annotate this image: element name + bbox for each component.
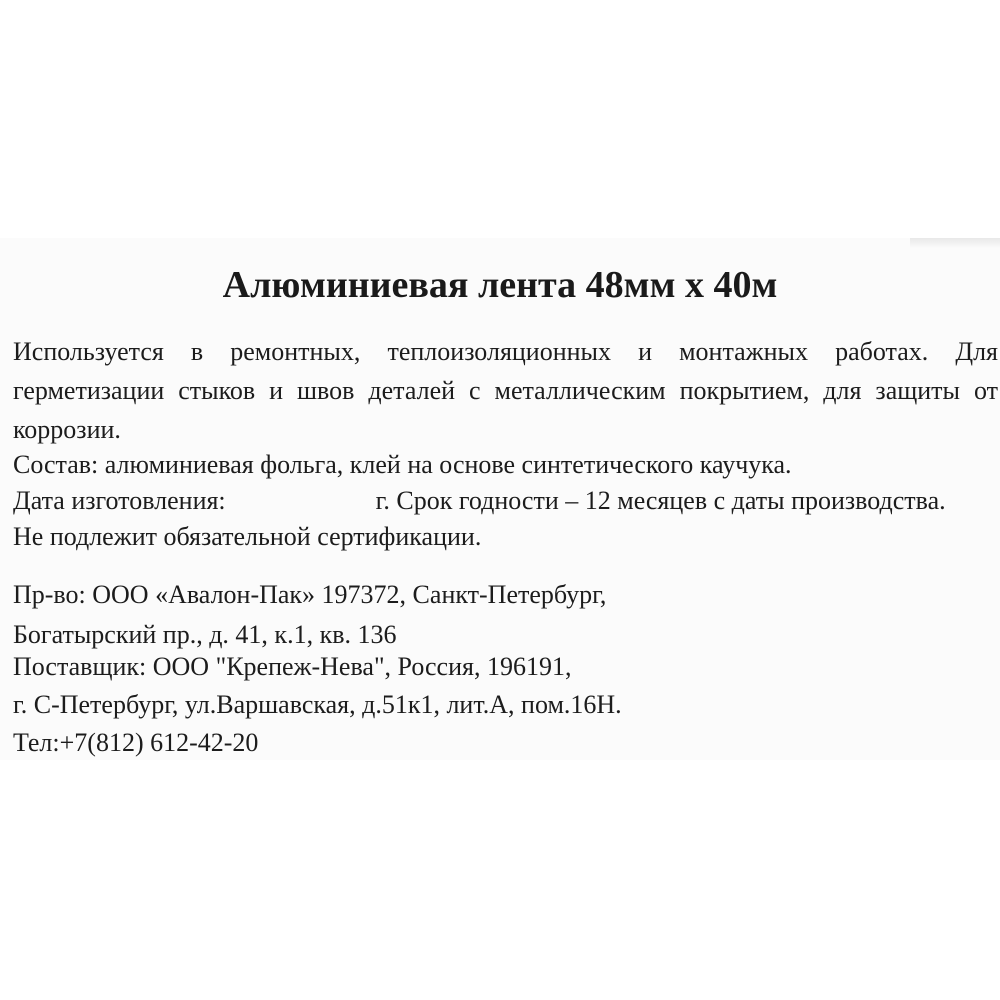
supplier-line-2: г. С-Петербург, ул.Варшавская, д.51к1, лит.А, пом.16Н. [13, 690, 622, 719]
description-line-2: герметизации стыков и швов деталей с металлическим покрытием, для защиты от [13, 376, 998, 405]
composition-text: Состав: алюминиевая фольга, клей на основе синтетического каучука. [13, 450, 792, 479]
description-line-3: коррозии. [13, 415, 121, 444]
manufacture-date-label: Дата изготовления: [13, 486, 226, 515]
supplier-line-1: Поставщик: ООО "Крепеж-Нева", Россия, 196191, [13, 652, 572, 681]
manufacture-line [13, 486, 946, 516]
product-title: Алюминиевая лента 48мм х 40м [222, 264, 778, 306]
certification-text: Не подлежит обязательной сертификации. [13, 522, 482, 551]
fold-shadow [910, 238, 1000, 248]
producer-line-1: Пр-во: ООО «Авалон-Пак» 197372, Санкт-Петербург, [13, 580, 607, 609]
description-line-1: Используется в ремонтных, теплоизоляционных и монтажных работах. Для [13, 337, 998, 366]
producer-line-2: Богатырский пр., д. 41, к.1, кв. 136 [13, 620, 397, 649]
shelf-life-text: г. Срок годности – 12 месяцев с даты производства. [375, 486, 946, 515]
phone-text: Тел:+7(812) 612-42-20 [13, 728, 259, 757]
